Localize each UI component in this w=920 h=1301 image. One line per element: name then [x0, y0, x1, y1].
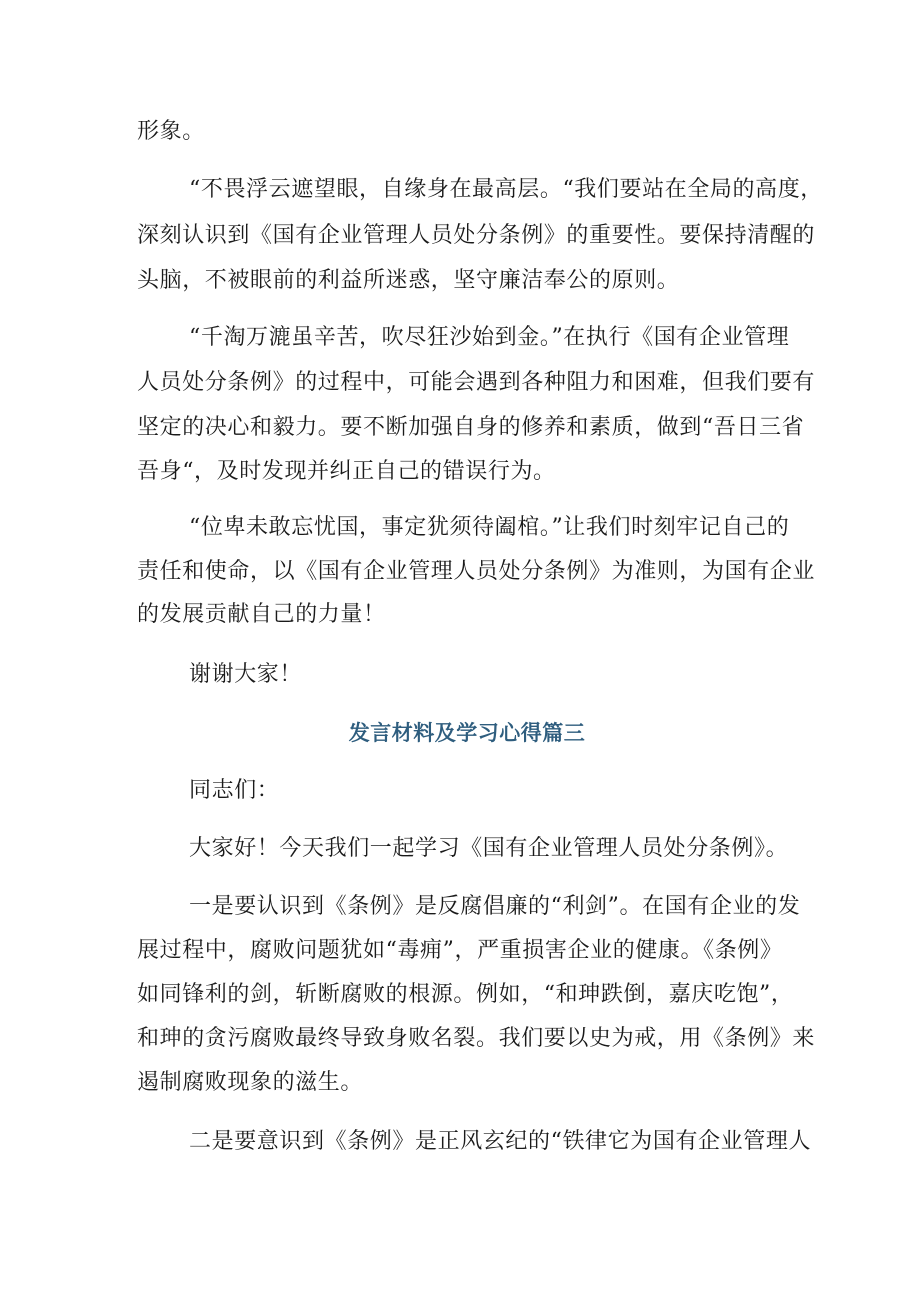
paragraph-continuation-line: 形象。: [137, 119, 205, 144]
paragraph-line: 一是要认识到《条例》是反腐倡廉的“利剑”。在国有企业的发: [189, 894, 801, 919]
paragraph-line: 和珅的贪污腐败最终导致身败名裂。我们要以史为戒，用《条例》来: [137, 1026, 816, 1051]
paragraph-line: “不畏浮云遮望眼，自缘身在最高层。“我们要站在全局的高度，: [189, 177, 823, 202]
closing-line: 谢谢大家！: [189, 662, 303, 687]
paragraph-line: 吾身“，及时发现并纠正自己的错误行为。: [137, 459, 556, 484]
paragraph-line: 大家好！今天我们一起学习《国有企业管理人员处分条例》。: [189, 836, 789, 861]
paragraph-line: 展过程中，腐败问题犹如“毒痈”，严重损害企业的健康。《条例》: [137, 938, 783, 963]
section-heading: 发言材料及学习心得篇三: [348, 720, 586, 745]
paragraph-line: 如同锋利的剑，斩断腐败的根源。例如，“和珅跌倒，嘉庆吃饱”，: [137, 982, 794, 1007]
paragraph-line: 坚定的决心和毅力。要不断加强自身的修养和素质，做到“吾日三省: [137, 415, 805, 440]
paragraph-line: 责任和使命，以《国有企业管理人员处分条例》为准则，为国有企业: [137, 559, 816, 584]
paragraph-line: “位卑未敢忘忧国，事定犹须待阖棺。”让我们时刻牢记自己的: [189, 515, 790, 540]
paragraph-line: “千淘万漉虽辛苦，吹尽狂沙始到金。”在执行《国有企业管理: [189, 325, 790, 350]
paragraph-line: 头脑，不被眼前的利益所迷惑，坚守廉洁奉公的原则。: [137, 268, 680, 293]
paragraph-line: 深刻认识到《国有企业管理人员处分条例》的重要性。要保持清醒的: [137, 223, 816, 248]
paragraph-line: 的发展贡献自己的力量！: [137, 602, 386, 627]
paragraph-line: 遏制腐败现象的滋生。: [137, 1070, 364, 1095]
salutation-line: 同志们：: [189, 778, 280, 803]
paragraph-line: 二是要意识到《条例》是正风玄纪的“铁律它为国有企业管理人: [189, 1129, 812, 1154]
paragraph-line: 人员处分条例》的过程中，可能会遇到各种阻力和困难，但我们要有: [137, 370, 816, 395]
